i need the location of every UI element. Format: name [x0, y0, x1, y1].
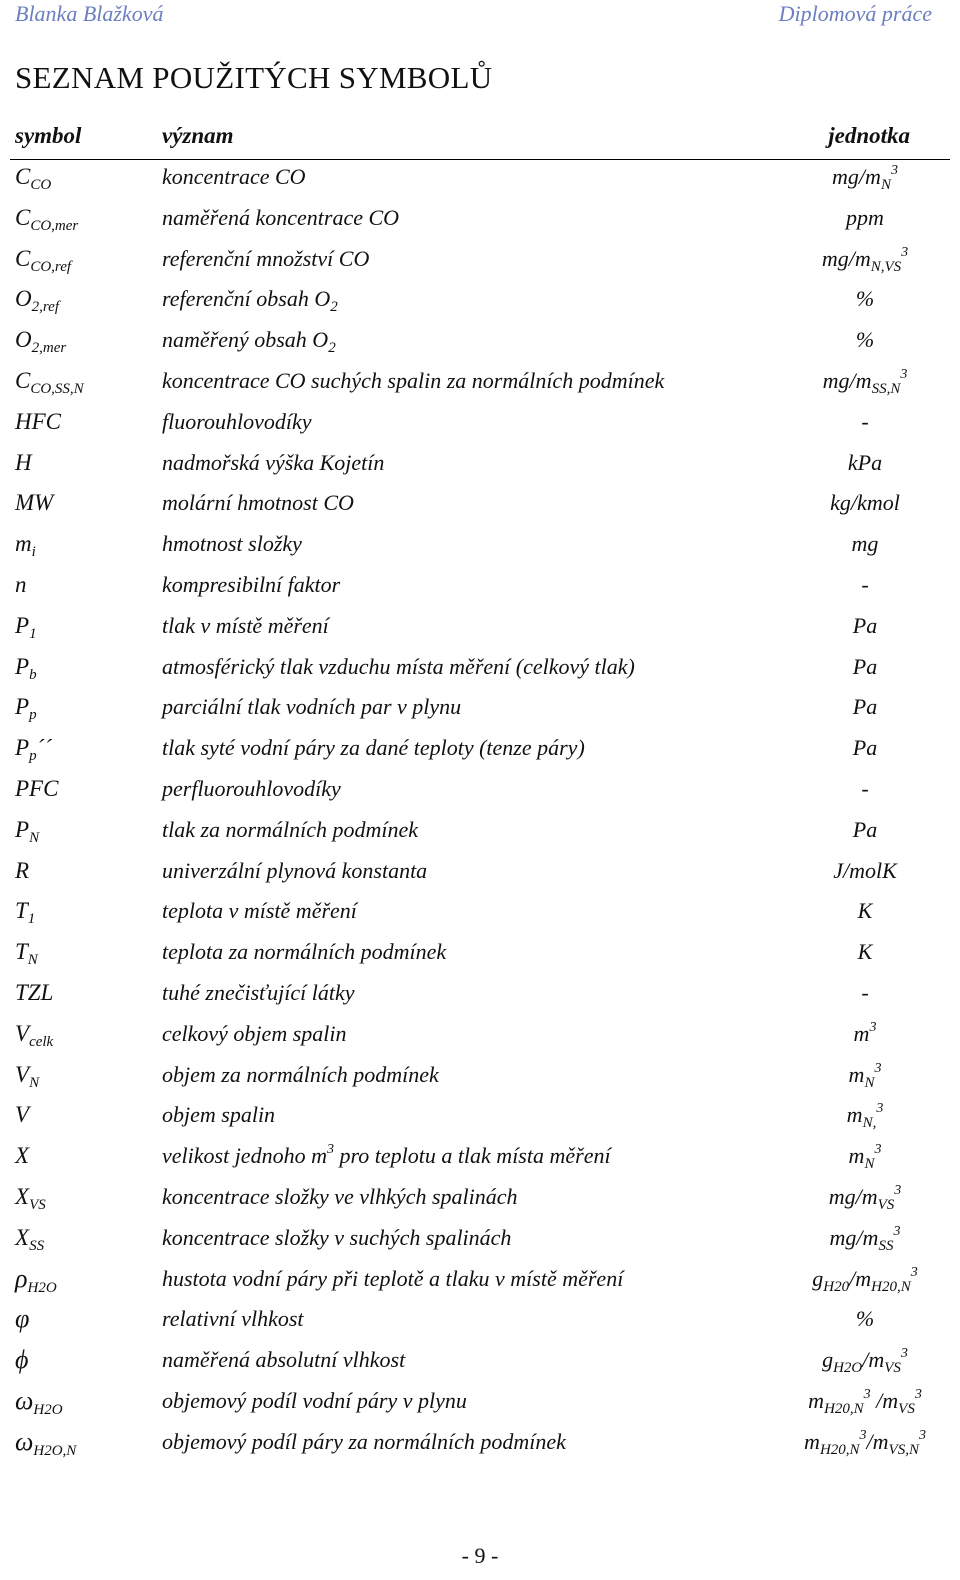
- symbol-text: P: [15, 816, 30, 842]
- symbol-greek-letter: ρ: [15, 1263, 28, 1293]
- symbol-subscript: 2,mer: [31, 340, 67, 357]
- table-row: [0, 323, 960, 363]
- unit-subscript: N: [880, 177, 891, 193]
- symbol-subscript: SS: [29, 1237, 45, 1254]
- meaning-text: parciální tlak vodních par v plynu: [162, 694, 462, 720]
- unit-subscript: H20,N: [819, 1441, 860, 1458]
- meaning-text: kompresibilní faktor: [162, 572, 341, 597]
- unit-cell: [760, 1264, 960, 1294]
- unit-cell: [760, 203, 960, 233]
- meaning-cell: [162, 1345, 405, 1375]
- meaning-cell: [162, 1019, 347, 1049]
- table-row: [0, 813, 960, 853]
- symbol-subscript: CO: [30, 177, 52, 193]
- meaning-superscript: 3: [326, 1142, 334, 1158]
- symbol-text: O: [15, 286, 32, 312]
- table-row: [0, 731, 960, 771]
- symbol-cell: [15, 896, 35, 926]
- unit-cell: [760, 1304, 960, 1334]
- table-row: [0, 1017, 960, 1057]
- symbol-cell: [15, 856, 29, 886]
- symbol-cell: [15, 284, 59, 314]
- symbol-cell: [15, 203, 78, 233]
- symbol-text: H: [15, 449, 32, 475]
- meaning-text: koncentrace složky ve vlhkých spalinách: [162, 1184, 518, 1209]
- symbol-cell: [15, 244, 71, 274]
- symbol-subscript: N: [29, 1074, 40, 1091]
- meaning-text: univerzální plynová konstanta: [162, 857, 428, 883]
- meaning-cell: [162, 692, 461, 722]
- symbol-text: m: [15, 531, 32, 557]
- unit-subscript: SS: [878, 1237, 894, 1254]
- unit-text: g: [822, 1347, 834, 1373]
- unit-subscript: N: [864, 1156, 875, 1173]
- table-row: [0, 1343, 960, 1383]
- unit-text: J/molK: [833, 857, 897, 883]
- unit-text: g: [812, 1265, 824, 1291]
- symbol-greek-letter: φ: [15, 1304, 30, 1334]
- symbol-subscript: 2,ref: [31, 299, 59, 316]
- unit-text: kg/kmol: [830, 490, 900, 516]
- unit-cell: [760, 570, 960, 600]
- unit-cell: [760, 244, 960, 274]
- unit-superscript: 3: [890, 163, 898, 178]
- unit-cell: [760, 1100, 960, 1130]
- unit-text: -: [861, 776, 869, 801]
- meaning-cell: [162, 366, 664, 396]
- column-header-unit: jednotka: [828, 123, 910, 148]
- unit-text: mg/m: [832, 164, 881, 189]
- symbol-cell: [15, 366, 84, 396]
- meaning-subscript: 2: [330, 299, 338, 316]
- meaning-text: objem spalin: [162, 1102, 276, 1128]
- unit-cell: [760, 1223, 960, 1253]
- unit-text: m: [848, 1061, 865, 1087]
- unit-subscript: VS: [877, 1197, 895, 1213]
- symbol-text: P: [15, 694, 30, 720]
- symbol-text: T: [15, 898, 28, 924]
- symbol-subscript: VS: [29, 1197, 46, 1213]
- symbol-subscript: 1: [29, 625, 37, 642]
- header-doc-type: Diplomová práce: [778, 1, 932, 26]
- unit-cell: [760, 1019, 960, 1049]
- symbol-greek-letter: ω: [15, 1426, 34, 1456]
- symbol-text: ´´: [36, 735, 52, 761]
- unit-cell: [760, 284, 960, 314]
- unit-cell: [760, 1060, 960, 1090]
- symbol-subscript: CO,ref: [30, 258, 72, 275]
- page-title: SEZNAM POUŽITÝCH SYMBOLŮ: [15, 60, 493, 95]
- symbol-text: P: [15, 653, 30, 679]
- unit-subscript: VS: [884, 1360, 901, 1377]
- table-row: [0, 1384, 960, 1424]
- meaning-cell: [162, 203, 399, 233]
- symbol-subscript: b: [29, 666, 37, 683]
- symbol-cell: [15, 407, 61, 437]
- symbol-cell: [15, 162, 51, 192]
- meaning-cell: [162, 1100, 275, 1130]
- unit-cell: [760, 407, 960, 437]
- unit-text: m: [804, 1428, 820, 1454]
- meaning-text: koncentrace složky v suchých spalinách: [162, 1224, 512, 1250]
- symbol-cell: [15, 529, 36, 559]
- table-row: [0, 364, 960, 404]
- table-row: [0, 609, 960, 649]
- unit-text: m: [846, 1102, 863, 1128]
- meaning-text: pro teplotu a tlak místa měření: [333, 1143, 611, 1169]
- unit-superscript: 3: [900, 367, 908, 382]
- unit-superscript: 3: [914, 1387, 922, 1402]
- unit-subscript: N,: [862, 1115, 877, 1132]
- symbol-cell: [15, 1060, 39, 1090]
- meaning-text: atmosférický tlak vzduchu místa měření (celkový tlak): [162, 653, 635, 679]
- meaning-cell: [162, 1223, 511, 1253]
- unit-cell: [760, 366, 960, 396]
- table-row: [0, 1058, 960, 1098]
- symbol-subscript: 1: [27, 911, 36, 928]
- symbol-subscript: H2O,N: [33, 1442, 77, 1459]
- symbol-text: C: [15, 245, 31, 271]
- symbol-text: R: [15, 857, 30, 883]
- unit-text: K: [857, 898, 873, 924]
- meaning-text: relativní vlhkost: [162, 1306, 304, 1332]
- meaning-cell: [162, 774, 341, 804]
- unit-text: mg: [851, 531, 879, 557]
- table-row: [0, 1221, 960, 1261]
- meaning-cell: [162, 244, 369, 274]
- unit-subscript: H20: [823, 1278, 850, 1295]
- unit-text: %: [855, 286, 875, 312]
- symbol-cell: [15, 1141, 29, 1171]
- header-author: Blanka Blažková: [15, 1, 164, 26]
- meaning-cell: [162, 896, 357, 926]
- unit-cell: [760, 448, 960, 478]
- table-row: [0, 1180, 960, 1220]
- unit-text: ppm: [846, 204, 884, 230]
- symbol-cell: [15, 1264, 57, 1295]
- unit-cell: [760, 978, 960, 1008]
- unit-text: %: [855, 327, 875, 353]
- meaning-cell: [162, 937, 446, 967]
- symbol-subscript: i: [31, 544, 36, 561]
- meaning-cell: [162, 733, 585, 763]
- meaning-text: tlak v místě měření: [162, 612, 329, 638]
- symbol-text: P: [15, 612, 30, 638]
- symbol-subscript: p: [29, 707, 37, 724]
- symbol-text: X: [15, 1224, 30, 1250]
- unit-text: -: [861, 572, 869, 597]
- symbol-subscript: N: [29, 829, 40, 846]
- unit-text: -: [861, 408, 869, 434]
- unit-subscript: VS,N: [888, 1441, 919, 1458]
- meaning-cell: [162, 978, 355, 1008]
- unit-text: K: [857, 939, 873, 965]
- symbol-text: V: [15, 1102, 30, 1128]
- meaning-text: naměřená absolutní vlhkost: [162, 1347, 406, 1373]
- symbol-cell: [15, 1019, 53, 1049]
- symbol-text: MW: [15, 490, 54, 516]
- symbol-cell: [15, 733, 52, 763]
- unit-text: mg/m: [829, 1224, 879, 1250]
- unit-subscript: SS,N: [871, 381, 901, 397]
- table-row: [0, 527, 960, 567]
- unit-superscript: 3: [874, 1142, 882, 1158]
- table-row: [0, 486, 960, 526]
- symbol-text: O: [15, 327, 32, 353]
- unit-cell: [760, 774, 960, 804]
- unit-cell: [760, 488, 960, 518]
- unit-cell: [760, 692, 960, 722]
- meaning-cell: [162, 570, 340, 600]
- meaning-text: fluorouhlovodíky: [162, 408, 312, 434]
- meaning-cell: [162, 1386, 467, 1416]
- unit-text: -: [861, 980, 869, 1005]
- symbol-subscript: N: [27, 952, 38, 969]
- table-row: [0, 854, 960, 894]
- unit-text: Pa: [852, 612, 878, 638]
- table-row: [0, 650, 960, 690]
- symbol-greek-letter: ω: [15, 1386, 34, 1415]
- meaning-text: koncentrace CO suchých spalin za normálních podmínek: [162, 368, 665, 393]
- table-row: [0, 568, 960, 608]
- unit-cell: [760, 937, 960, 967]
- meaning-text: referenční množství CO: [162, 245, 370, 271]
- meaning-subscript: 2: [328, 340, 336, 357]
- meaning-text: teplota v místě měření: [162, 898, 357, 924]
- unit-subscript: N: [864, 1074, 875, 1091]
- symbol-cell: [15, 978, 53, 1008]
- symbol-cell: [15, 815, 39, 845]
- meaning-cell: [162, 448, 384, 478]
- unit-cell: [760, 896, 960, 926]
- unit-text: /m: [849, 1265, 872, 1291]
- page-number: - 9 -: [461, 1543, 499, 1568]
- symbol-subscript: CO,SS,N: [30, 381, 84, 397]
- meaning-cell: [162, 611, 329, 641]
- table-row: [0, 242, 960, 282]
- symbol-cell: [15, 1223, 44, 1253]
- unit-cell: [760, 1182, 960, 1212]
- meaning-cell: [162, 1060, 439, 1090]
- unit-subscript: N,VS: [870, 258, 902, 275]
- symbol-subscript: H2O: [33, 1402, 63, 1418]
- meaning-cell: [162, 407, 312, 437]
- symbol-text: C: [15, 164, 31, 189]
- unit-subscript: VS: [898, 1401, 915, 1417]
- meaning-cell: [162, 856, 427, 886]
- unit-text: m: [848, 1143, 865, 1169]
- unit-text: /m: [870, 1388, 899, 1413]
- meaning-cell: [162, 325, 336, 355]
- symbol-cell: [15, 1345, 28, 1376]
- symbol-cell: [15, 937, 38, 967]
- unit-superscript: 3: [893, 1223, 901, 1239]
- table-row: [0, 1098, 960, 1138]
- meaning-text: teplota za normálních podmínek: [162, 939, 447, 965]
- unit-text: m: [853, 1020, 870, 1046]
- unit-superscript: 3: [863, 1387, 871, 1402]
- symbol-text: X: [15, 1184, 30, 1209]
- unit-cell: [760, 162, 960, 192]
- symbol-cell: [15, 652, 37, 682]
- unit-superscript: 3: [918, 1427, 926, 1443]
- symbol-text: X: [15, 1143, 30, 1169]
- table-row: [0, 772, 960, 812]
- table-row: [0, 1302, 960, 1342]
- unit-text: Pa: [852, 735, 878, 761]
- table-row: [0, 160, 960, 200]
- table-row: [0, 976, 960, 1016]
- unit-text: m: [808, 1388, 825, 1413]
- unit-text: /m: [866, 1428, 889, 1454]
- meaning-cell: [162, 1141, 611, 1171]
- unit-cell: [760, 529, 960, 559]
- meaning-text: naměřený obsah O: [162, 327, 329, 353]
- symbol-text: HFC: [15, 408, 61, 434]
- meaning-cell: [162, 162, 306, 192]
- meaning-text: molární hmotnost CO: [162, 490, 354, 516]
- meaning-cell: [162, 1182, 518, 1212]
- meaning-cell: [162, 529, 302, 559]
- unit-cell: [760, 733, 960, 763]
- meaning-text: nadmořská výška Kojetín: [162, 449, 385, 475]
- meaning-text: tlak syté vodní páry za dané teploty (tenze páry): [162, 735, 585, 761]
- unit-cell: [760, 325, 960, 355]
- symbol-cell: [15, 1182, 46, 1212]
- meaning-text: celkový objem spalin: [162, 1020, 347, 1046]
- column-header-symbol: symbol: [15, 123, 82, 148]
- unit-cell: [760, 856, 960, 886]
- table-row: [0, 446, 960, 486]
- unit-text: Pa: [852, 694, 878, 720]
- unit-superscript: 3: [894, 1183, 902, 1198]
- unit-cell: [760, 611, 960, 641]
- unit-cell: [760, 1427, 960, 1457]
- unit-cell: [760, 1141, 960, 1171]
- unit-text: /m: [862, 1347, 885, 1373]
- table-row: [0, 1139, 960, 1179]
- unit-text: Pa: [852, 816, 878, 842]
- symbol-text: TZL: [15, 980, 54, 1005]
- unit-superscript: 3: [869, 1019, 877, 1035]
- symbol-cell: [15, 448, 32, 478]
- unit-subscript: H20,N: [871, 1278, 911, 1295]
- symbol-text: C: [15, 368, 31, 393]
- unit-subscript: H2O: [833, 1360, 863, 1377]
- unit-cell: [760, 1386, 960, 1416]
- symbol-cell: [15, 325, 66, 355]
- symbol-text: C: [15, 204, 31, 230]
- unit-text: mg/m: [821, 245, 871, 271]
- meaning-cell: [162, 1304, 304, 1334]
- table-row: [0, 1262, 960, 1302]
- unit-text: mg/m: [828, 1184, 878, 1209]
- symbol-greek-letter: ϕ: [15, 1345, 29, 1375]
- unit-superscript: 3: [900, 1346, 908, 1362]
- symbol-cell: [15, 774, 58, 804]
- symbol-subscript: H2O: [27, 1279, 57, 1296]
- unit-superscript: 3: [910, 1264, 918, 1280]
- meaning-text: tuhé znečisťující látky: [162, 980, 355, 1005]
- meaning-text: perfluorouhlovodíky: [162, 776, 341, 801]
- symbol-cell: [15, 611, 37, 641]
- meaning-cell: [162, 1427, 566, 1457]
- unit-subscript: H20,N: [824, 1401, 864, 1417]
- meaning-cell: [162, 815, 418, 845]
- table-row: [0, 935, 960, 975]
- meaning-text: hmotnost složky: [162, 531, 302, 557]
- meaning-text: objemový podíl vodní páry v plynu: [162, 1388, 467, 1413]
- unit-cell: [760, 1345, 960, 1375]
- symbol-text: P: [15, 735, 30, 761]
- table-row: [0, 405, 960, 445]
- unit-superscript: 3: [859, 1427, 867, 1443]
- symbol-cell: [15, 1386, 63, 1417]
- meaning-cell: [162, 284, 338, 314]
- table-row: [0, 894, 960, 934]
- symbol-subscript: CO,mer: [30, 217, 79, 234]
- symbol-cell: [15, 488, 53, 518]
- unit-superscript: 3: [876, 1101, 884, 1117]
- symbol-cell: [15, 1427, 76, 1458]
- symbol-cell: [15, 1304, 29, 1335]
- meaning-cell: [162, 652, 635, 682]
- meaning-text: koncentrace CO: [162, 164, 306, 189]
- symbol-text: V: [15, 1061, 30, 1087]
- unit-cell: [760, 815, 960, 845]
- symbol-cell: [15, 1100, 29, 1130]
- symbol-text: n: [15, 572, 27, 597]
- meaning-text: naměřená koncentrace CO: [162, 204, 400, 230]
- unit-superscript: 3: [901, 244, 909, 260]
- symbol-cell: [15, 570, 27, 600]
- unit-text: kPa: [847, 449, 883, 475]
- meaning-text: tlak za normálních podmínek: [162, 816, 419, 842]
- symbol-text: T: [15, 939, 28, 965]
- table-row: [0, 690, 960, 730]
- symbol-text: V: [15, 1020, 30, 1046]
- symbol-cell: [15, 692, 37, 722]
- symbol-subscript: celk: [29, 1033, 54, 1050]
- symbol-subscript: p: [29, 748, 37, 765]
- table-row: [0, 201, 960, 241]
- unit-text: mg/m: [822, 368, 872, 393]
- unit-text: Pa: [852, 653, 878, 679]
- table-row: [0, 282, 960, 322]
- meaning-text: objemový podíl páry za normálních podmínek: [162, 1428, 566, 1454]
- meaning-cell: [162, 488, 354, 518]
- meaning-text: objem za normálních podmínek: [162, 1061, 439, 1087]
- unit-text: %: [855, 1306, 875, 1332]
- meaning-text: velikost jednoho m: [162, 1143, 327, 1169]
- column-header-meaning: význam: [162, 123, 234, 148]
- unit-cell: [760, 652, 960, 682]
- table-row: [0, 1425, 960, 1465]
- symbol-text: PFC: [15, 776, 59, 801]
- unit-superscript: 3: [874, 1060, 882, 1076]
- meaning-text: hustota vodní páry při teplotě a tlaku v místě měření: [162, 1265, 624, 1291]
- meaning-cell: [162, 1264, 623, 1294]
- meaning-text: referenční obsah O: [162, 286, 331, 312]
